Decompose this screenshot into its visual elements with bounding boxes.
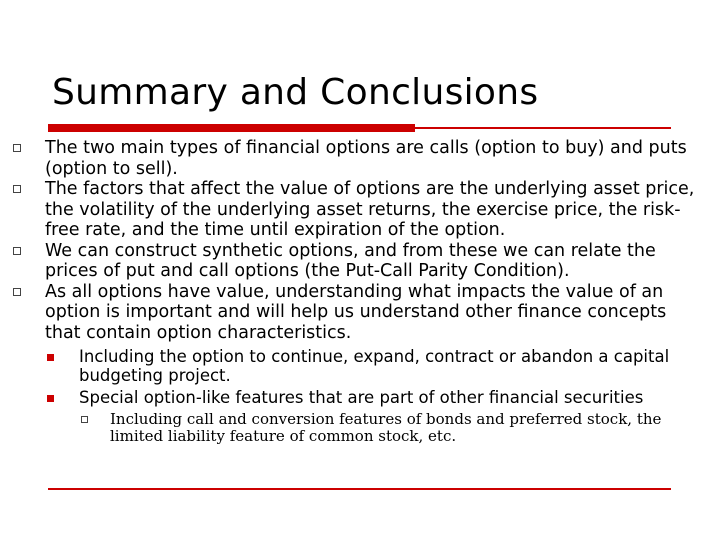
hollow-square-bullet-icon — [13, 288, 21, 296]
sub-bullet-list — [45, 347, 700, 444]
hollow-square-bullet-icon — [81, 416, 88, 423]
bullet-text: The factors that affect the value of options are the underlying asset price, the volatility of the underlying asset returns, the exercise price, the risk-free rate, and the time until expiration of the option. — [45, 179, 695, 240]
bullet-item — [0, 241, 720, 282]
hollow-square-bullet-icon — [13, 247, 21, 255]
bullet-text: We can construct synthetic options, and from these we can relate the prices of put and call options (the Put-Call Parity Condition). — [45, 240, 656, 281]
sub-bullet-text: Including the option to continue, expand, contract or abandon a capital budgeting project. — [79, 347, 670, 385]
bottom-rule — [48, 488, 671, 490]
hollow-square-bullet-icon — [13, 185, 21, 193]
bullet-item — [0, 138, 720, 179]
bullet-item — [0, 179, 720, 241]
sub-bullet-item — [45, 388, 700, 444]
sub-sub-bullet-text: Including call and conversion features of bonds and preferred stock, the limited liability feature of common stock, etc. — [110, 410, 662, 445]
title-underline-thin — [48, 127, 671, 129]
sub-sub-bullet-item — [79, 411, 690, 444]
sub-bullet-text: Special option-like features that are part of other financial securities — [79, 388, 644, 407]
sub-sub-bullet-list — [79, 411, 690, 444]
sub-bullet-item — [45, 347, 700, 385]
bullet-list — [0, 138, 720, 447]
slide-title: Summary and Conclusions — [52, 72, 539, 113]
filled-square-bullet-icon — [47, 395, 54, 402]
bullet-text: The two main types of financial options are calls (option to buy) and puts (option to sell). — [45, 138, 687, 179]
filled-square-bullet-icon — [47, 354, 54, 361]
bullet-item — [0, 282, 720, 445]
hollow-square-bullet-icon — [13, 144, 21, 152]
bullet-text: As all options have value, understanding what impacts the value of an option is important and will help us understand other finance concepts that contain option characteristics. — [45, 281, 667, 343]
